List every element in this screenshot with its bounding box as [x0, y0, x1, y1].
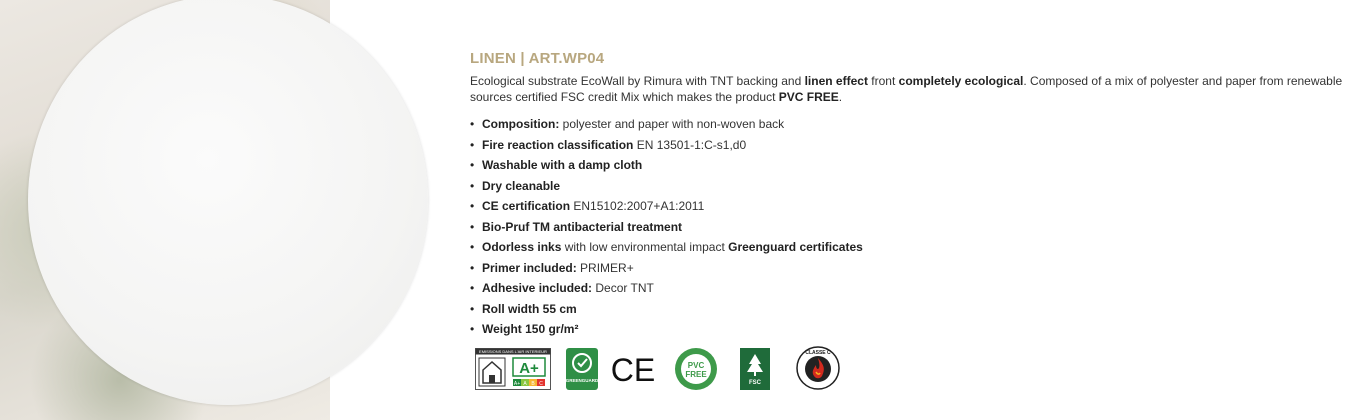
spec-label: Weight 150 gr/m²	[482, 322, 579, 336]
ce-mark-icon	[610, 352, 656, 391]
spec-item	[470, 299, 1350, 320]
spec-label: Fire reaction classification	[482, 137, 634, 152]
spec-value: EN15102:2007+A1:2011	[570, 199, 705, 213]
scale-label: C	[539, 381, 543, 387]
spec-label: Roll width 55 cm	[482, 301, 577, 316]
spec-item	[470, 155, 1350, 176]
product-title: LINEN | ART.WP04	[470, 50, 605, 67]
greenguard-icon	[566, 348, 598, 395]
desc-part: Ecological substrate EcoWall by Rimura with TNT backing and	[470, 74, 805, 88]
fire-class-icon	[796, 346, 840, 395]
product-description	[470, 73, 1350, 105]
desc-part: linen effect	[804, 74, 868, 88]
certification-logos	[470, 346, 870, 392]
spec-label: Odorless inks	[482, 240, 562, 254]
spec-item	[470, 176, 1350, 197]
spec-item	[470, 237, 1350, 258]
product-info	[470, 50, 1350, 340]
emissions-label-icon	[475, 348, 551, 395]
spec-label: Primer included:	[482, 260, 577, 275]
spec-label: Greenguard certificates	[728, 240, 863, 254]
desc-part: PVC FREE	[778, 90, 839, 104]
spec-label: CE certification	[482, 199, 571, 213]
spec-label: Adhesive included:	[482, 281, 593, 295]
scale-label: B	[531, 381, 535, 387]
free-text: FREE	[685, 370, 707, 379]
spec-value: polyester and paper with non-woven back	[559, 117, 785, 131]
spec-value: PRIMER+	[576, 260, 634, 275]
desc-part: front	[867, 74, 899, 88]
desc-part: completely ecological	[898, 74, 1024, 88]
spec-item	[470, 319, 1350, 340]
desc-part: .	[838, 90, 843, 104]
fire-class-text: CLASSE C	[805, 350, 831, 356]
spec-item	[470, 258, 1350, 279]
spec-item	[470, 278, 1350, 299]
spec-item	[470, 135, 1350, 156]
spec-list	[470, 114, 1350, 340]
pvc-text: PVC	[687, 361, 705, 370]
greenguard-text: GREENGUARD	[566, 378, 598, 383]
spec-item	[470, 217, 1350, 238]
fsc-icon	[740, 348, 770, 395]
ce-text: CE	[610, 352, 656, 386]
spec-label: Composition:	[482, 117, 560, 131]
spec-value: Decor TNT	[592, 281, 654, 295]
emissions-grade: A+	[519, 360, 539, 377]
scale-label: A+	[513, 381, 521, 387]
linen-texture-swatch	[28, 0, 428, 405]
spec-value: EN 13501-1:C-s1,d0	[633, 137, 747, 152]
spec-label: Washable with a damp cloth	[482, 158, 643, 172]
spec-label: Dry cleanable	[482, 178, 561, 193]
spec-item	[470, 114, 1350, 135]
spec-value: with low environmental impact	[561, 240, 729, 254]
spec-label: Bio-Pruf TM antibacterial treatment	[482, 219, 683, 234]
desc-part: . Composed of a mix of polyester and paper from renewable sources certified FSC credit Mix which makes the product	[470, 74, 1343, 104]
scale-label: A	[523, 381, 527, 387]
fsc-text: FSC	[749, 380, 761, 386]
pvc-free-icon	[674, 347, 718, 396]
emissions-header: EMISSIONS DANS L'AIR INTERIEUR	[479, 349, 547, 354]
spec-item	[470, 196, 1350, 217]
